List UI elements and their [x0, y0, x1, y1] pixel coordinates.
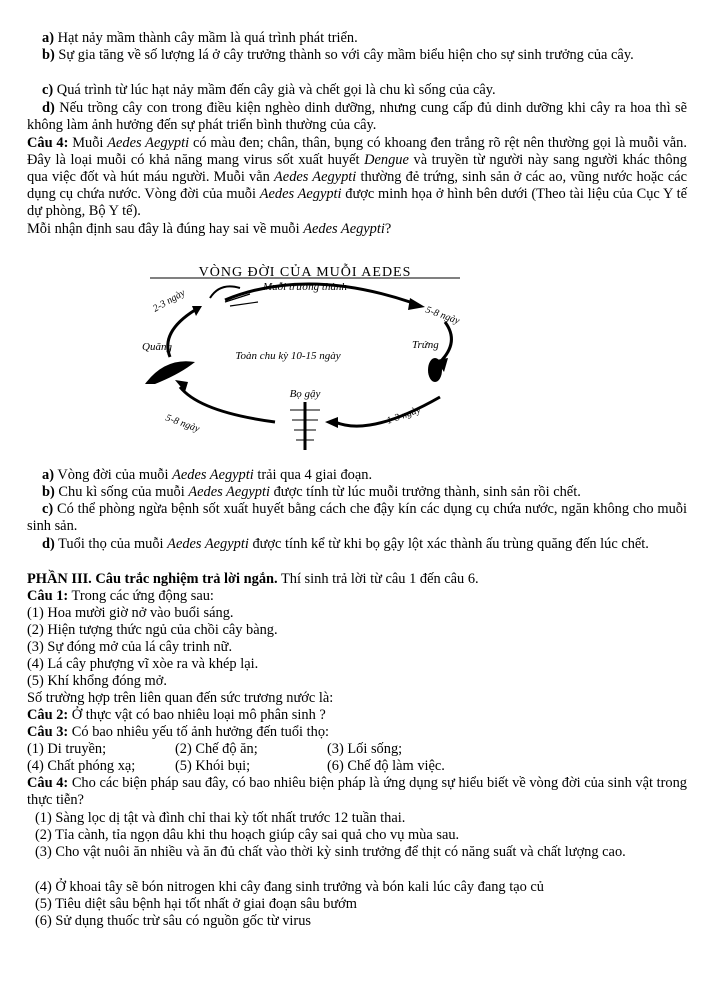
question-4-ask: Mỗi nhận định sau đây là đúng hay sai về muỗi Aedes Aegypti?: [27, 221, 392, 237]
item-b: b) Sự gia tăng về số lượng lá ở cây trưởng thành so với cây mầm biểu hiện cho sự sinh trưởng của cây.: [42, 47, 634, 63]
s4-question: Câu 4: Cho các biện pháp sau đây, có bao nhiêu biện pháp là ứng dụng sự hiểu biết về vòng đời của sinh vật trong thực tiễn?: [27, 775, 687, 808]
q4-item-b: b) Chu kì sống của muỗi Aedes Aegypti được tính từ lúc muỗi trưởng thành, sinh sản rồi chết.: [42, 484, 581, 500]
item-c: c) Quá trình từ lúc hạt nảy mầm đến cây già và chết gọi là chu kì sống của cây.: [42, 82, 496, 98]
s1-question: Câu 1: Trong các ứng động sau:: [27, 588, 214, 604]
s4-item: (5) Tiêu diệt sâu bệnh hại tốt nhất ở giai đoạn sâu bướm: [35, 896, 357, 912]
label-adult: Muỗi trưởng thành: [263, 281, 347, 293]
mosquito-life-cycle-diagram: [140, 262, 470, 454]
s4-item: (3) Cho vật nuôi ăn nhiều và ăn đủ chất vào thời kỳ sinh trưởng để thịt có năng suất và chất lượng cao.: [35, 844, 626, 860]
cycle-arc-bottom-left: [180, 387, 275, 422]
label-pupa: Quăng: [142, 341, 172, 353]
s3-row-2: (4) Chất phóng xạ; (5) Khói bụi; (6) Chế độ làm việc.: [27, 758, 445, 774]
diagram-title: VÒNG ĐỜI CỦA MUỖI AEDES: [198, 265, 412, 280]
duration-egg-larva: 1-3 ngày: [385, 404, 423, 427]
item-a: a) Hạt nảy mầm thành cây mầm là quá trình phát triển.: [42, 30, 358, 46]
q4-item-c: c) Có thể phòng ngừa bệnh sốt xuất huyết bằng cách che đậy kín các dụng cụ chứa nước, ngăn không cho muỗi sinh sản.: [27, 501, 687, 534]
label-egg: Trứng: [412, 339, 439, 351]
egg-icon: [428, 358, 442, 382]
s4-item: (1) Sàng lọc dị tật và đình chỉ thai kỳ tốt nhất trước 12 tuần thai.: [35, 810, 406, 826]
s1-item: (2) Hiện tượng thức ngủ của chồi cây bàng.: [27, 622, 278, 638]
s1-ask: Số trường hợp trên liên quan đến sức trương nước là:: [27, 690, 334, 706]
item-d: d) Nếu trồng cây con trong điều kiện nghèo dinh dưỡng, nhưng cung cấp đủ dinh dưỡng khi cây ra hoa thì sẽ không làm ảnh hưởng đến sự phát triển bình thường của cây.: [27, 100, 687, 133]
s2-question: Câu 2: Ở thực vật có bao nhiêu loại mô phân sinh ?: [27, 707, 326, 723]
label-larva: Bọ gậy: [289, 388, 321, 400]
larva-icon: [290, 402, 320, 450]
label-center: Toàn chu kỳ 10-15 ngày: [235, 350, 341, 362]
duration-larva-pupa: 5-8 ngày: [163, 412, 201, 435]
q4-item-a: a) Vòng đời của muỗi Aedes Aegypti trải qua 4 giai đoạn.: [42, 467, 373, 483]
question-4-text: Câu 4: Muỗi Aedes Aegypti có màu đen; chân, thân, bụng có khoang đen trắng rõ rệt nên thường gọi là muỗi vằn. Đây là loại muỗi có khả năng mang virus sốt xuất huyết Dengue và truyền từ người này sang người khác thông qua việc đốt và hút máu người. Muỗi vằn Aedes Aegypti thường đẻ trứng, sinh sản ở các ao, vũng nước hoặc các dụng cụ chứa nước. Vòng đời của muỗi Aedes Aegypti được minh họa ở hình bên dưới (Theo tài liệu của Cục Y tế dự phòng, Bộ Y tế).: [27, 135, 687, 219]
s1-item: (3) Sự đóng mở của lá cây trinh nữ.: [27, 639, 233, 655]
s4-item: (6) Sử dụng thuốc trừ sâu có nguồn gốc từ virus: [35, 913, 312, 929]
duration-adult-egg: 5-8 ngày: [423, 304, 461, 327]
s3-row-1: (1) Di truyền; (2) Chế độ ăn; (3) Lối sống;: [27, 741, 403, 757]
s4-item: (4) Ở khoai tây sẽ bón nitrogen khi cây đang sinh trưởng và bón kali lúc cây đang tạo củ: [35, 879, 544, 895]
s1-item: (5) Khí khổng đóng mở.: [27, 673, 167, 689]
s4-item: (2) Tỉa cành, tỉa ngọn dâu khi thu hoạch giúp cây sai quả cho vụ mùa sau.: [35, 827, 460, 843]
s1-item: (1) Hoa mười giờ nở vào buổi sáng.: [27, 605, 234, 621]
s3-question: Câu 3: Có bao nhiêu yếu tố ảnh hưởng đến tuổi thọ:: [27, 724, 330, 740]
q4-item-d: d) Tuổi thọ của muỗi Aedes Aegypti được tính kể từ khi bọ gậy lột xác thành ấu trùng quăng đến lúc chết.: [42, 536, 649, 552]
part-3-heading: PHẦN III. Câu trắc nghiệm trả lời ngắn. Thí sinh trả lời từ câu 1 đến câu 6.: [27, 571, 479, 587]
s1-item: (4) Lá cây phượng vĩ xòe ra và khép lại.: [27, 656, 259, 672]
cycle-arc-right: [440, 322, 451, 362]
duration-pupa-adult: 2-3 ngày: [151, 287, 188, 315]
pupa-icon: [145, 361, 195, 384]
